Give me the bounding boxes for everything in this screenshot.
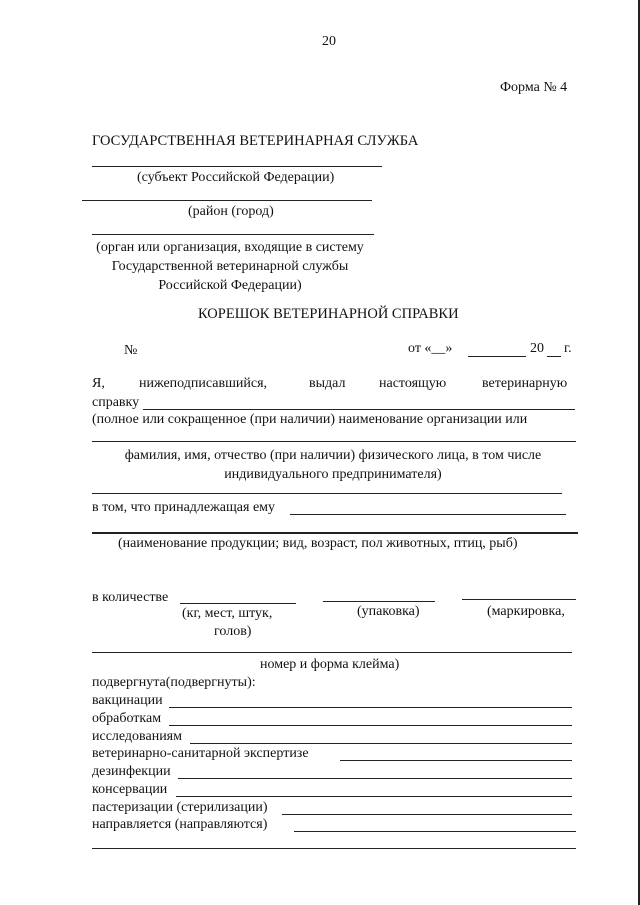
subject-line: [92, 166, 382, 167]
person-line: [92, 493, 562, 494]
intro-word-5: ветеринарную: [482, 376, 568, 391]
treatment-research-label: исследованиям: [92, 729, 182, 744]
belonging-line: [290, 514, 566, 515]
treatment-processing-line: [169, 725, 572, 726]
spravku-line: [143, 409, 575, 410]
destination-continuation-line: [92, 848, 576, 849]
subject-caption: (субъект Российской Федерации): [137, 170, 335, 185]
quantity-label: в количестве: [92, 590, 169, 605]
document-title: КОРЕШОК ВЕТЕРИНАРНОЙ СПРАВКИ: [198, 306, 459, 322]
packaging-caption: (упаковка): [357, 604, 420, 619]
quantity-line: [180, 603, 296, 604]
organization-line: [92, 441, 576, 442]
organization-caption: (полное или сокращенное (при наличии) наименование организации или: [92, 412, 528, 427]
date-year-suffix: г.: [564, 341, 572, 356]
product-line: [92, 532, 578, 534]
service-title: ГОСУДАРСТВЕННАЯ ВЕТЕРИНАРНАЯ СЛУЖБА: [92, 133, 419, 149]
spravku-label: справку: [92, 395, 140, 410]
destination-label: направляется (направляются): [92, 817, 268, 832]
org-caption: [80, 238, 380, 295]
treatment-expertise-line: [340, 760, 572, 761]
intro-word-4: настоящую: [379, 376, 447, 391]
date-month-line: [468, 356, 526, 357]
marking-caption: (маркировка,: [487, 604, 565, 619]
org-caption-line1: (орган или организация, входящие в систему: [96, 240, 364, 255]
units-caption-line2: голов): [214, 624, 252, 639]
treatment-canning-label: консервации: [92, 782, 168, 797]
treatment-pasteurization-line: [282, 814, 572, 815]
person-caption-line1: фамилия, имя, отчество (при наличии) физического лица, в том числе: [124, 448, 542, 463]
org-line: [92, 234, 374, 235]
treatment-disinfection-label: дезинфекции: [92, 764, 171, 779]
date-year: 20: [530, 341, 544, 356]
org-caption-line2: Государственной ветеринарной службы: [111, 259, 349, 274]
person-caption-line2: индивидуального предпринимателя): [224, 467, 442, 482]
stamp-line: [92, 652, 572, 653]
packaging-line: [323, 601, 435, 602]
district-caption: (район (город): [188, 204, 274, 219]
org-caption-line3: Российской Федерации): [158, 278, 302, 293]
intro-word-3: выдал: [309, 376, 346, 391]
treatment-research-line: [190, 743, 572, 744]
destination-line: [294, 831, 576, 832]
product-caption: (наименование продукции; вид, возраст, пол животных, птиц, рыб): [118, 536, 518, 551]
number-label: №: [124, 343, 138, 358]
intro-word-1: Я,: [92, 376, 105, 391]
date-from: от «__»: [408, 341, 453, 356]
page-number: 20: [322, 34, 336, 49]
marking-line: [462, 599, 576, 600]
treatment-vaccination-line: [169, 707, 572, 708]
belonging-label: в том, что принадлежащая ему: [92, 500, 276, 515]
person-caption: [90, 446, 576, 484]
intro-word-2: нижеподписавшийся,: [139, 376, 268, 391]
date-year-line: [547, 356, 561, 357]
units-caption-line1: (кг, мест, штук,: [182, 606, 273, 621]
treatment-canning-line: [176, 796, 572, 797]
treatment-processing-label: обработкам: [92, 711, 162, 726]
treatment-disinfection-line: [178, 778, 572, 779]
subjected-label: подвергнута(подвергнуты):: [92, 675, 256, 690]
treatment-pasteurization-label: пастеризации (стерилизации): [92, 800, 268, 815]
treatment-vaccination-label: вакцинации: [92, 693, 163, 708]
form-label: Форма № 4: [500, 80, 568, 95]
stamp-caption: номер и форма клейма): [260, 657, 400, 672]
treatment-expertise-label: ветеринарно-санитарной экспертизе: [92, 746, 309, 761]
district-line: [82, 200, 372, 201]
